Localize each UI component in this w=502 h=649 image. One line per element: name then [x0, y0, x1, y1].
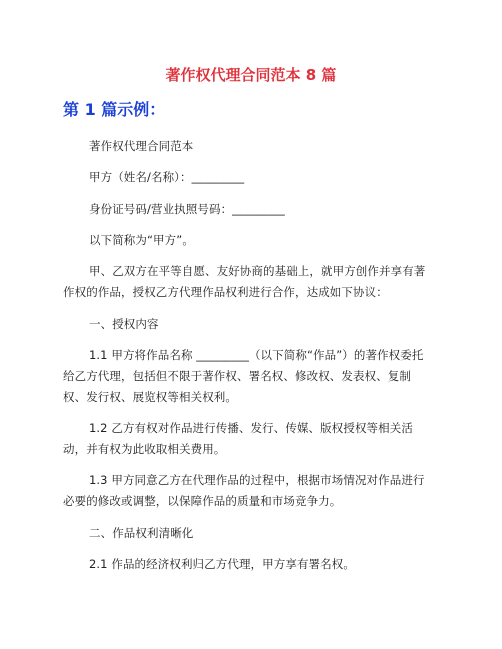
paragraph-preamble: 甲、乙双方在平等自愿、友好协商的基础上，就甲方创作并享有著作权的作品，授权乙方代理作品权利进行合作，达成如下协议： [63, 264, 426, 299]
paragraph-party-a-id: 身份证号码/营业执照号码：_________ [89, 202, 285, 216]
section-heading: 第 1 篇示例： [63, 100, 166, 119]
paragraph-party-a-name: 甲方（姓名/名称）：_________ [89, 170, 245, 184]
heading-rights-clarification: 二、作品权利清晰化 [89, 526, 194, 540]
paragraph-contract-title: 著作权代理合同范本 [89, 139, 194, 153]
clause-1-2: 1.2 乙方有权对作品进行传播、发行、传媒、版权授权等相关活动，并有权为此收取相关费用。 [63, 421, 413, 456]
paragraph-party-a-abbrev: 以下简称为“甲方”。 [89, 233, 194, 247]
clause-2-1: 2.1 作品的经济权利归乙方代理，甲方享有署名权。 [89, 557, 355, 571]
clause-1-3: 1.3 甲方同意乙方在代理作品的过程中，根据市场情况对作品进行必要的修改或调整，以保障作品的质量和市场竞争力。 [63, 473, 425, 508]
clause-1-1: 1.1 甲方将作品名称 _________（以下简称“作品”）的著作权委托给乙方代理，包括但不限于著作权、署名权、修改权、发表权、复制权、发行权、展览权等相关权利。 [63, 348, 424, 404]
heading-authorization: 一、授权内容 [89, 317, 159, 331]
document-title: 著作权代理合同范本 8 篇 [165, 66, 337, 84]
